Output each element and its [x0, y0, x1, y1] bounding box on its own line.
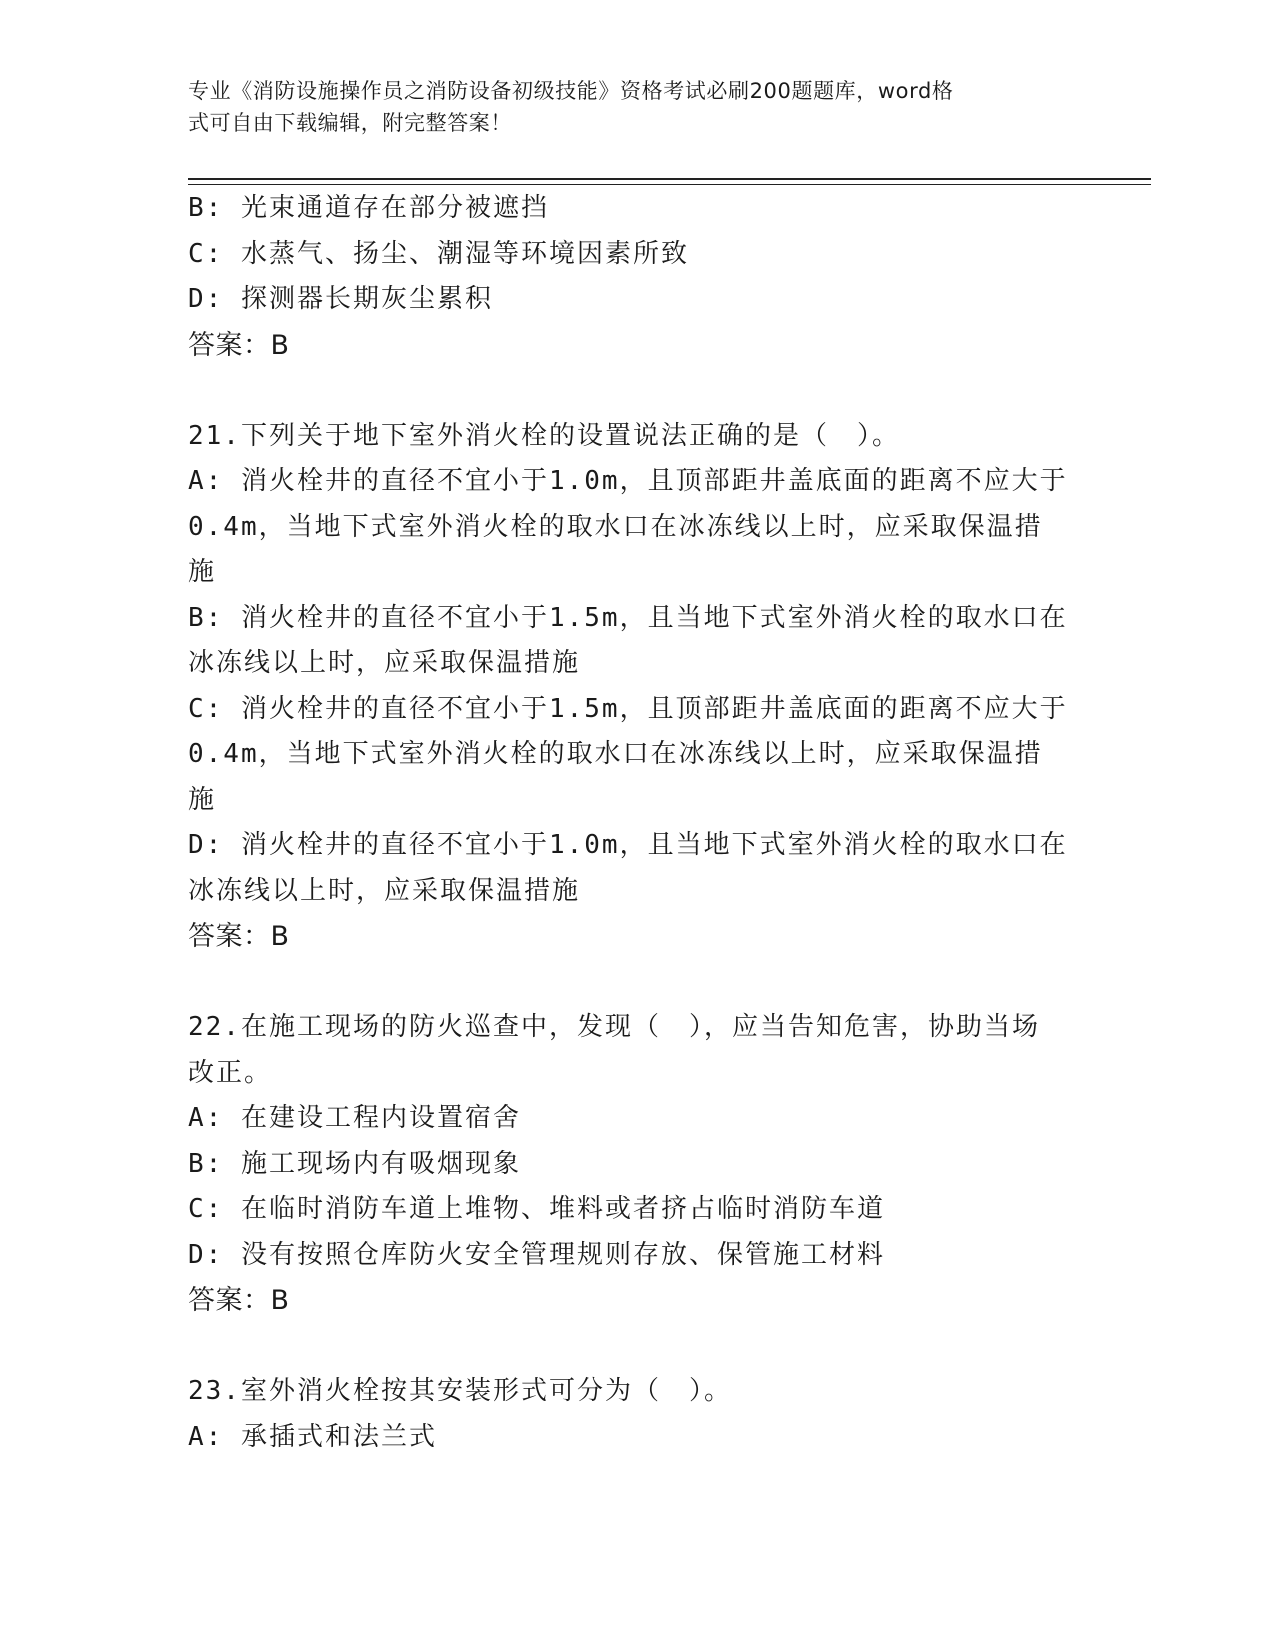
option-a: A: 承插式和法兰式: [188, 1421, 437, 1452]
header-divider-thin: [188, 184, 1151, 185]
header-line-2: 式可自由下载编辑，附完整答案！: [188, 111, 512, 135]
question-22: [188, 1005, 1088, 1324]
question-stem: 21.下列关于地下室外消火栓的设置说法正确的是（ ）。: [188, 420, 900, 451]
spacer: [188, 1324, 1088, 1370]
answer: 答案：B: [188, 329, 290, 361]
answer: 答案：B: [188, 921, 290, 952]
document-header: [188, 75, 1088, 139]
option-d-line-2: 冰冻线以上时，应采取保温措施: [188, 875, 581, 906]
option-c-line-1: C: 消火栓井的直径不宜小于1.5m，且顶部距井盖底面的距离不应大于: [188, 693, 1068, 724]
option-a-line-1: A: 消火栓井的直径不宜小于1.0m，且顶部距井盖底面的距离不应大于: [188, 466, 1068, 496]
option-c: C: 在临时消防车道上堆物、堆料或者挤占临时消防车道: [188, 1194, 885, 1224]
option-b: B: 施工现场内有吸烟现象: [188, 1148, 521, 1179]
option-d: D: 没有按照仓库防火安全管理规则存放、保管施工材料: [188, 1239, 885, 1270]
question-20-tail: [188, 186, 1088, 368]
spacer: [188, 368, 1088, 414]
question-21: [188, 414, 1088, 960]
option-b: B: 光束通道存在部分被遮挡: [188, 193, 549, 223]
header-divider-thick: [188, 178, 1151, 180]
option-d: D: 探测器长期灰尘累积: [188, 284, 493, 314]
option-d-line-1: D: 消火栓井的直径不宜小于1.0m，且当地下式室外消火栓的取水口在: [188, 830, 1068, 860]
question-stem: 23.室外消火栓按其安装形式可分为（ ）。: [188, 1376, 732, 1406]
question-content: [188, 186, 1088, 1460]
question-stem-line-1: 22.在施工现场的防火巡查中，发现（ ），应当告知危害，协助当场: [188, 1012, 1040, 1042]
option-a-line-3: 施: [188, 557, 217, 587]
option-c-line-2: 0.4m，当地下式室外消火栓的取水口在冰冻线以上时，应采取保温措: [188, 739, 1043, 769]
option-a-line-2: 0.4m，当地下式室外消火栓的取水口在冰冻线以上时，应采取保温措: [188, 511, 1043, 542]
answer: 答案：B: [188, 1285, 290, 1316]
question-23: [188, 1369, 1088, 1460]
option-c-line-3: 施: [188, 784, 217, 815]
question-stem-line-2: 改正。: [188, 1057, 273, 1088]
option-c: C: 水蒸气、扬尘、潮湿等环境因素所致: [188, 238, 689, 269]
option-b-line-2: 冰冻线以上时，应采取保温措施: [188, 648, 581, 678]
header-line-1: 专业《消防设施操作员之消防设备初级技能》资格考试必刷200题题库，word格: [188, 79, 954, 103]
spacer: [188, 960, 1088, 1006]
option-b-line-1: B: 消火栓井的直径不宜小于1.5m，且当地下式室外消火栓的取水口在: [188, 602, 1068, 633]
option-a: A: 在建设工程内设置宿舍: [188, 1103, 521, 1133]
